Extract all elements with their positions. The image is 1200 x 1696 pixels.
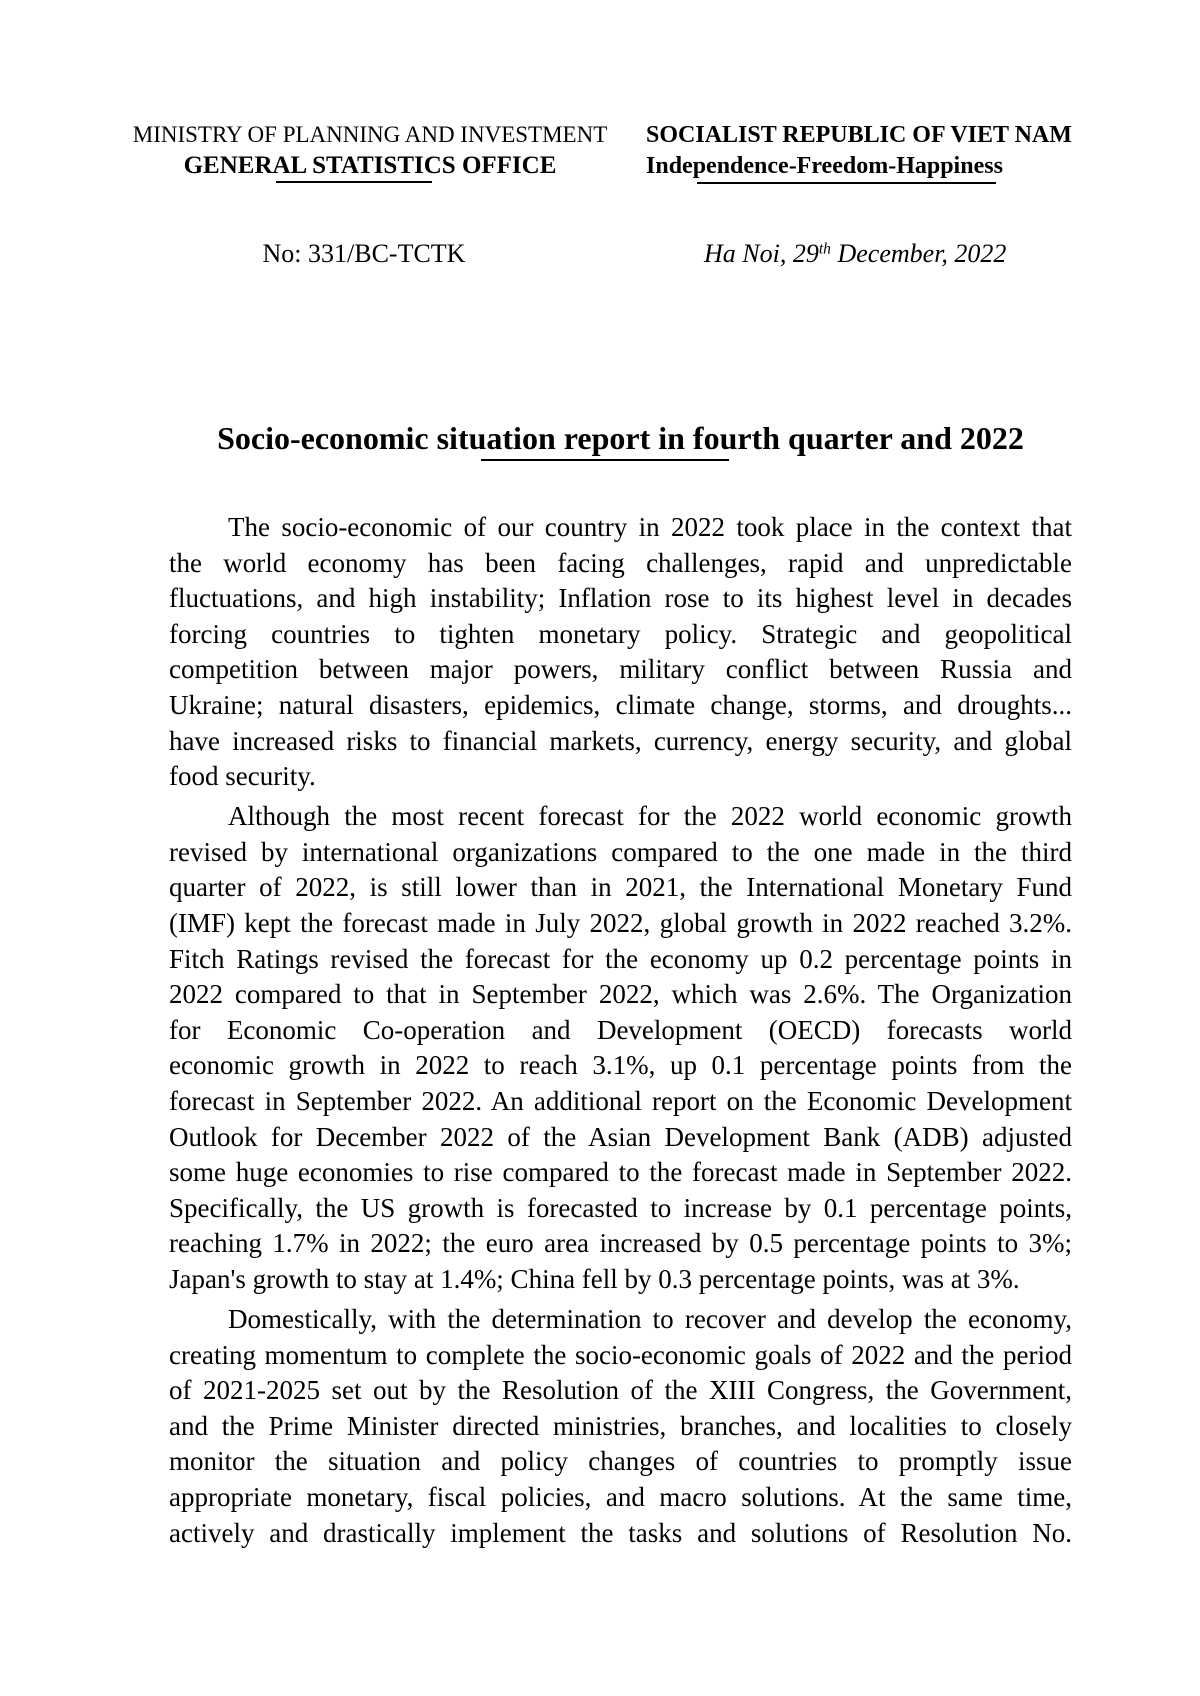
paragraph-line: Outlook for December 2022 of the Asian Development Bank (ADB) adjusted [169, 1121, 1072, 1152]
paragraph-line: quarter of 2022, is still lower than in 2021, the International Monetary Fund [169, 872, 1072, 903]
paragraph-line: Specifically, the US growth is forecasted to increase by 0.1 percentage points, [169, 1192, 1072, 1223]
date-month-year: December, 2022 [837, 239, 1007, 268]
paragraph-line: Ukraine; natural disasters, epidemics, climate change, storms, and droughts... [169, 689, 1072, 720]
paragraph-line: (IMF) kept the forecast made in July 2022, global growth in 2022 reached 3.2%. [169, 908, 1072, 939]
paragraph-line: and the Prime Minister directed ministries, branches, and localities to closely [169, 1410, 1072, 1441]
paragraph-line: some huge economies to rise compared to the forecast made in September 2022. [169, 1157, 1072, 1188]
title-underline [481, 459, 729, 461]
paragraph-line: forecast in September 2022. An additional report on the Economic Development [169, 1086, 1072, 1116]
motto-underline [697, 182, 996, 184]
paragraph-line: Although the most recent forecast for the 2022 world economic growth [228, 801, 1072, 832]
paragraph-line: for Economic Co-operation and Development (OECD) forecasts world [169, 1014, 1072, 1045]
paragraph-line: 2022 compared to that in September 2022, which was 2.6%. The Organization [169, 979, 1072, 1010]
paragraph-line: Domestically, with the determination to recover and develop the economy, [228, 1304, 1072, 1335]
paragraph-line: actively and drastically implement the tasks and solutions of Resolution No. [169, 1517, 1072, 1548]
national-motto: Independence-Freedom-Happiness [646, 153, 1003, 179]
ministry-name: MINISTRY OF PLANNING AND INVESTMENT [132, 122, 608, 147]
paragraph-line: appropriate monetary, fiscal policies, and macro solutions. At the same time, [169, 1482, 1072, 1513]
paragraph-line: monitor the situation and policy changes of countries to promptly issue [169, 1446, 1072, 1477]
paragraph-line: Japan's growth to stay at 1.4%; China fell by 0.3 percentage points, was at 3%. [169, 1263, 1020, 1294]
place-and-date [704, 237, 1006, 271]
paragraph-line: Fitch Ratings revised the forecast for the economy up 0.2 percentage points in [169, 943, 1072, 974]
paragraph-line: food security. [169, 761, 316, 792]
paragraph [169, 510, 1072, 795]
paragraph-line: have increased risks to financial markets, currency, energy security, and global [169, 725, 1072, 756]
paragraph-line: revised by international organizations compared to the one made in the third [169, 836, 1072, 867]
paragraph-line: creating momentum to complete the socio-economic goals of 2022 and the period [169, 1339, 1072, 1370]
date-ordinal: th [818, 240, 831, 258]
office-underline [276, 181, 432, 183]
date-place-day: Ha Noi, 29 [704, 239, 819, 268]
paragraph-line: competition between major powers, military conflict between Russia and [169, 654, 1072, 685]
report-title: Socio-economic situation report in fourth quarter and 2022 [217, 420, 1024, 456]
paragraph [169, 1302, 1072, 1551]
document-number: No: 331/BC-TCTK [262, 239, 466, 268]
office-name: GENERAL STATISTICS OFFICE [183, 152, 557, 179]
paragraph-line: economic growth in 2022 to reach 3.1%, up 0.1 percentage points from the [169, 1050, 1072, 1081]
paragraph-line: fluctuations, and high instability; Inflation rose to its highest level in decades [169, 583, 1072, 614]
paragraph-line: forcing countries to tighten monetary policy. Strategic and geopolitical [169, 618, 1072, 649]
report-body [169, 510, 1072, 1556]
paragraph [169, 799, 1072, 1297]
paragraph-line: The socio-economic of our country in 2022 took place in the context that [228, 512, 1072, 542]
paragraph-line: reaching 1.7% in 2022; the euro area increased by 0.5 percentage points to 3%; [169, 1228, 1072, 1259]
paragraph-line: of 2021-2025 set out by the Resolution of the XIII Congress, the Government, [169, 1375, 1072, 1406]
paragraph-line: the world economy has been facing challenges, rapid and unpredictable [169, 547, 1072, 578]
country-name: SOCIALIST REPUBLIC OF VIET NAM [646, 122, 1072, 148]
